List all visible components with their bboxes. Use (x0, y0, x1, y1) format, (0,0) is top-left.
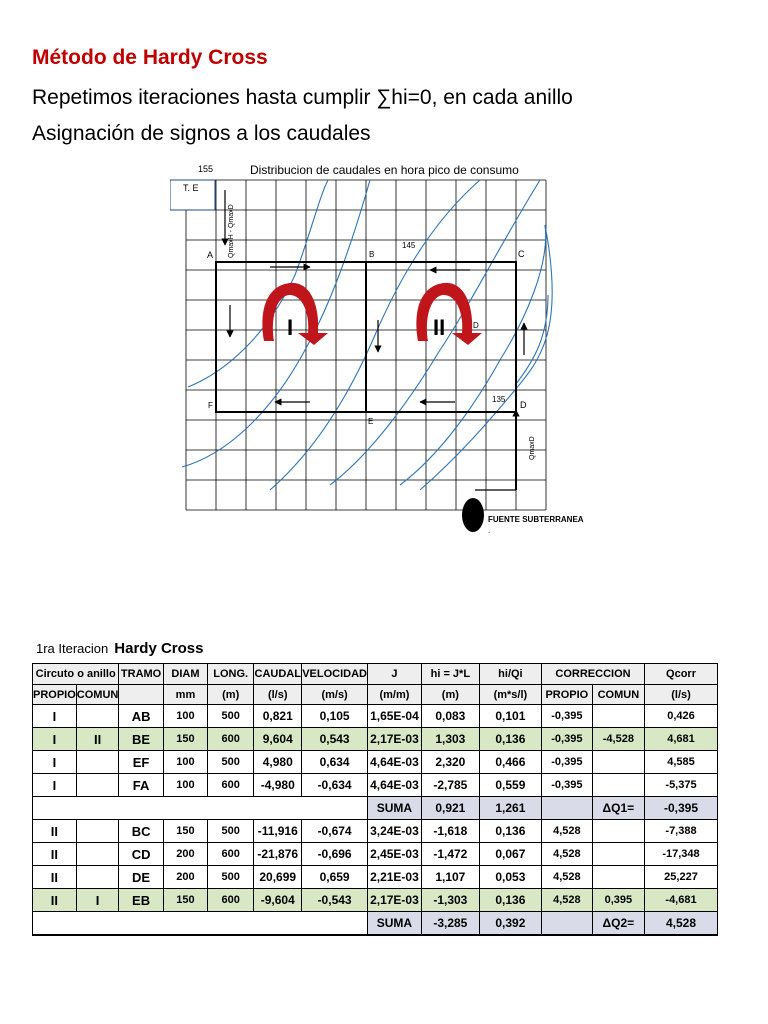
cell-propio: II (33, 889, 77, 912)
table-row (33, 843, 718, 866)
suma-2-label: SUMA (367, 912, 421, 936)
unit-qcorr: (l/s) (645, 685, 718, 705)
cell-cp: -0,395 (541, 774, 592, 797)
suma-1-blank (33, 797, 368, 820)
small-d-mark: D (473, 321, 479, 330)
cell-caudal: 20,699 (254, 866, 302, 889)
cell-tramo: EB (119, 889, 163, 912)
cell-hiqi: 0,136 (479, 820, 541, 843)
cell-vel: -0,674 (302, 820, 368, 843)
header-velocidad: VELOCIDAD (302, 664, 368, 685)
cell-long: 500 (208, 866, 254, 889)
cell-qcorr: 4,681 (645, 728, 718, 751)
cell-long: 600 (208, 774, 254, 797)
cell-j: 2,17E-03 (367, 889, 421, 912)
cell-diam: 200 (163, 866, 207, 889)
unit-j: (m/m) (367, 685, 421, 705)
cell-caudal: -9,604 (254, 889, 302, 912)
header-circuito: Circuto o anillo (33, 664, 119, 685)
cell-vel: 0,634 (302, 751, 368, 774)
cell-vel: -0,543 (302, 889, 368, 912)
table-header-row (33, 664, 718, 685)
unit-hiqi: (m*s/l) (479, 685, 541, 705)
iteration-method: Hardy Cross (114, 640, 204, 657)
iteration-label: 1ra Iteracion (36, 641, 109, 656)
well-icon (462, 498, 484, 532)
cell-cp: 4,528 (541, 843, 592, 866)
suma-row-2 (33, 912, 718, 936)
cell-hi: -1,618 (421, 820, 479, 843)
table-row (33, 728, 718, 751)
cell-cp: 4,528 (541, 889, 592, 912)
unit-propio: PROPIO (33, 685, 77, 705)
cell-hi: -1,472 (421, 843, 479, 866)
cell-tramo: CD (119, 843, 163, 866)
ring-2-rows (33, 820, 718, 912)
cell-propio: II (33, 843, 77, 866)
cell-hi: 1,303 (421, 728, 479, 751)
cell-qcorr: -17,348 (645, 843, 718, 866)
cell-caudal: -11,916 (254, 820, 302, 843)
unit-corr-comun: COMUN (592, 685, 644, 705)
diagram-title: Distribucion de caudales en hora pico de consumo (250, 163, 519, 177)
cell-tramo: FA (119, 774, 163, 797)
source-label: FUENTE SUBTERRANEA (488, 515, 584, 524)
suma-2-blank-2 (541, 912, 592, 936)
cell-diam: 150 (163, 889, 207, 912)
cell-long: 600 (208, 889, 254, 912)
delta-q1-label: ΔQ1= (592, 797, 644, 820)
suma-1-label: SUMA (367, 797, 421, 820)
cell-diam: 200 (163, 843, 207, 866)
delta-q2-label: ΔQ2= (592, 912, 644, 936)
iteration-instruction: Repetimos iteraciones hasta cumplir ∑hi=0, en cada anillo (32, 86, 573, 109)
cell-cp: -0,395 (541, 728, 592, 751)
cell-hiqi: 0,053 (479, 866, 541, 889)
cell-j: 2,45E-03 (367, 843, 421, 866)
cell-qcorr: 4,585 (645, 751, 718, 774)
unit-corr-propio: PROPIO (541, 685, 592, 705)
suma-2-hiqi: 0,392 (479, 912, 541, 936)
sign-assignment-subtitle: Asignación de signos a los caudales (32, 122, 371, 145)
hardy-cross-table (32, 663, 718, 936)
unit-hi: (m) (421, 685, 479, 705)
ring-ii-label: II (433, 315, 446, 340)
cell-comun: I (76, 889, 119, 912)
source-dot: . (488, 526, 491, 535)
cell-j: 1,65E-04 (367, 705, 421, 728)
ring-i-arrow (262, 283, 328, 345)
delta-q1-value: -0,395 (645, 797, 718, 820)
delta-q2-value: 4,528 (645, 912, 718, 936)
suma-1-hiqi: 1,261 (479, 797, 541, 820)
suma-2-blank (33, 912, 368, 936)
unit-comun: COMUN (76, 685, 119, 705)
cell-diam: 150 (163, 820, 207, 843)
unit-tramo-blank (119, 685, 163, 705)
cell-caudal: 4,980 (254, 751, 302, 774)
cell-hiqi: 0,067 (479, 843, 541, 866)
label-155: 155 (198, 164, 214, 174)
page-title: Método de Hardy Cross (32, 46, 268, 69)
header-diam: DIAM (163, 664, 207, 685)
cell-cc: -4,528 (592, 728, 644, 751)
cell-cp: -0,395 (541, 751, 592, 774)
node-a: A (207, 250, 214, 260)
cell-long: 600 (208, 728, 254, 751)
cell-hi: 1,107 (421, 866, 479, 889)
cell-diam: 100 (163, 705, 207, 728)
cell-diam: 150 (163, 728, 207, 751)
cell-j: 3,24E-03 (367, 820, 421, 843)
cell-caudal: 0,821 (254, 705, 302, 728)
cell-cp: 4,528 (541, 820, 592, 843)
node-b: B (369, 250, 375, 259)
cell-cp: 4,528 (541, 866, 592, 889)
suma-2-hi: -3,285 (421, 912, 479, 936)
table-row (33, 705, 718, 728)
cell-tramo: EF (119, 751, 163, 774)
cell-propio: I (33, 728, 77, 751)
table-row (33, 774, 718, 797)
cell-propio: I (33, 774, 77, 797)
unit-vel: (m/s) (302, 685, 368, 705)
header-tramo: TRAMO (119, 664, 163, 685)
cell-cp: -0,395 (541, 705, 592, 728)
cell-long: 500 (208, 751, 254, 774)
cell-j: 2,21E-03 (367, 866, 421, 889)
cell-diam: 100 (163, 751, 207, 774)
label-135: 135 (492, 395, 506, 404)
cell-vel: -0,634 (302, 774, 368, 797)
unit-caudal: (l/s) (254, 685, 302, 705)
cell-hiqi: 0,136 (479, 728, 541, 751)
table-units-row (33, 685, 718, 705)
cell-caudal: 9,604 (254, 728, 302, 751)
cell-propio: I (33, 705, 77, 728)
cell-long: 600 (208, 843, 254, 866)
cell-vel: 0,105 (302, 705, 368, 728)
suma-row-1 (33, 797, 718, 820)
cell-comun (76, 774, 119, 797)
cell-hi: 0,083 (421, 705, 479, 728)
cell-hi: -2,785 (421, 774, 479, 797)
cell-hiqi: 0,101 (479, 705, 541, 728)
node-e: E (368, 417, 374, 426)
cell-comun (76, 705, 119, 728)
cell-hiqi: 0,136 (479, 889, 541, 912)
cell-comun (76, 820, 119, 843)
cell-propio: I (33, 751, 77, 774)
cell-cc (592, 820, 644, 843)
cell-comun (76, 843, 119, 866)
node-c: C (518, 249, 525, 259)
header-correccion: CORRECCION (541, 664, 644, 685)
table-row (33, 889, 718, 912)
cell-vel: 0,543 (302, 728, 368, 751)
cell-cc (592, 705, 644, 728)
cell-qcorr: 0,426 (645, 705, 718, 728)
flow-label-top: QmaxH - QmaxD (228, 204, 235, 258)
ring-i-label: I (287, 315, 294, 340)
table-row (33, 866, 718, 889)
iteration-heading (36, 640, 203, 657)
cell-comun (76, 866, 119, 889)
cell-hiqi: 0,466 (479, 751, 541, 774)
node-f: F (208, 401, 213, 410)
cell-cc (592, 843, 644, 866)
cell-qcorr: -7,388 (645, 820, 718, 843)
cell-caudal: -4,980 (254, 774, 302, 797)
cell-tramo: DE (119, 866, 163, 889)
cell-qcorr: 25,227 (645, 866, 718, 889)
cell-tramo: AB (119, 705, 163, 728)
cell-cc (592, 774, 644, 797)
cell-comun: II (76, 728, 119, 751)
cell-propio: II (33, 820, 77, 843)
header-qcorr: Qcorr (645, 664, 718, 685)
cell-cc: 0,395 (592, 889, 644, 912)
cell-j: 4,64E-03 (367, 751, 421, 774)
label-te: T. E (183, 183, 199, 193)
header-hi: hi = J*L (421, 664, 479, 685)
label-145: 145 (402, 241, 416, 250)
flow-distribution-diagram (170, 155, 600, 545)
cell-vel: 0,659 (302, 866, 368, 889)
header-j: J (367, 664, 421, 685)
cell-j: 4,64E-03 (367, 774, 421, 797)
cell-propio: II (33, 866, 77, 889)
cell-caudal: -21,876 (254, 843, 302, 866)
cell-tramo: BC (119, 820, 163, 843)
cell-tramo: BE (119, 728, 163, 751)
suma-1-hi: 0,921 (421, 797, 479, 820)
cell-j: 2,17E-03 (367, 728, 421, 751)
cell-hi: -1,303 (421, 889, 479, 912)
cell-hi: 2,320 (421, 751, 479, 774)
unit-diam: mm (163, 685, 207, 705)
cell-long: 500 (208, 705, 254, 728)
contour-lines (182, 180, 552, 490)
table-row (33, 820, 718, 843)
cell-hiqi: 0,559 (479, 774, 541, 797)
table-row (33, 751, 718, 774)
cell-vel: -0,696 (302, 843, 368, 866)
header-long: LONG. (208, 664, 254, 685)
header-caudal: CAUDAL (254, 664, 302, 685)
suma-1-blank-2 (541, 797, 592, 820)
cell-qcorr: -4,681 (645, 889, 718, 912)
cell-diam: 100 (163, 774, 207, 797)
unit-long: (m) (208, 685, 254, 705)
cell-long: 500 (208, 820, 254, 843)
cell-qcorr: -5,375 (645, 774, 718, 797)
node-d: D (520, 400, 527, 410)
header-hiqi: hi/Qi (479, 664, 541, 685)
cell-cc (592, 751, 644, 774)
ring-1-rows (33, 705, 718, 797)
cell-comun (76, 751, 119, 774)
cell-cc (592, 866, 644, 889)
flow-label-bottom: QmaxD (529, 436, 536, 460)
